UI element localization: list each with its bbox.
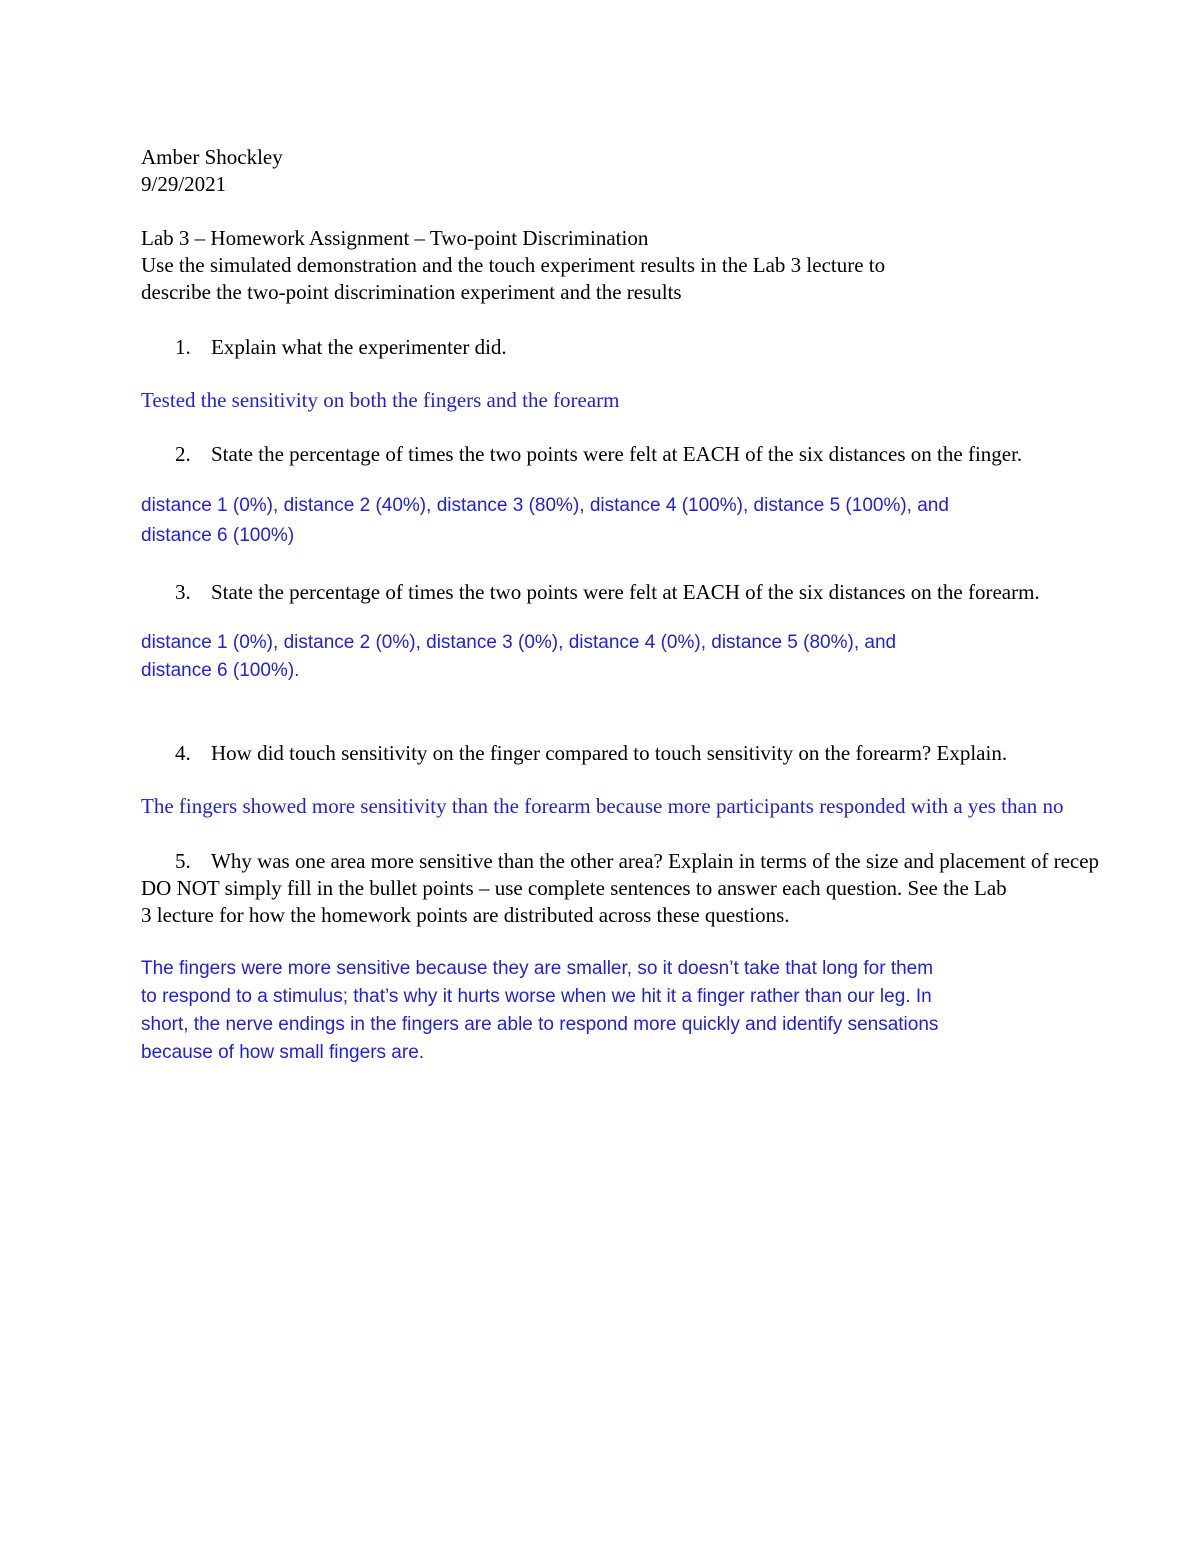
question-5 [175,851,1099,872]
question-text: Why was one area more sensitive than the other area? Explain in terms of the size and placement of recep [211,849,1100,873]
question-text: State the percentage of times the two points were felt at EACH of the six distances on the forearm. [211,580,1040,604]
answer-3-line-2: distance 6 (100%). [141,660,300,681]
question-2 [175,444,1022,465]
instructions-line-2: describe the two-point discrimination experiment and the results [141,280,682,304]
question-number: 3. [175,580,191,604]
question-text: State the percentage of times the two points were felt at EACH of the six distances on the finger. [211,442,1023,466]
question-text: How did touch sensitivity on the finger compared to touch sensitivity on the forearm? Explain. [211,741,1008,765]
closing-note-line-2: 3 lecture for how the homework points are distributed across these questions. [141,903,790,927]
instructions-line-1: Use the simulated demonstration and the touch experiment results in the Lab 3 lecture to [141,253,886,277]
student-name: Amber Shockley [141,145,283,169]
answer-5-line-4: because of how small fingers are. [141,1042,425,1063]
closing-note-line-1: DO NOT simply fill in the bullet points – use complete sentences to answer each question. See the Lab [141,876,1007,900]
question-number: 2. [175,442,191,466]
submission-date: 9/29/2021 [141,172,227,196]
question-text: Explain what the experimenter did. [211,335,507,359]
answer-5-line-3: short, the nerve endings in the fingers are able to respond more quickly and identify sensations [141,1014,939,1035]
answer-3-line-1: distance 1 (0%), distance 2 (0%), distance 3 (0%), distance 4 (0%), distance 5 (80%), and [141,632,897,653]
question-1 [175,337,507,358]
answer-5-line-2: to respond to a stimulus; that’s why it hurts worse when we hit it a finger rather than our leg. In [141,986,932,1007]
answer-5-line-1: The fingers were more sensitive because they are smaller, so it doesn’t take that long for them [141,958,934,979]
question-number: 1. [175,335,191,359]
question-4 [175,743,1007,764]
question-3 [175,582,1040,603]
answer-2-line-2: distance 6 (100%) [141,525,295,546]
question-number: 5. [175,849,191,873]
question-number: 4. [175,741,191,765]
answer-4: The fingers showed more sensitivity than the forearm because more participants responded with a yes than no [141,794,1064,818]
answer-2-line-1: distance 1 (0%), distance 2 (40%), distance 3 (80%), distance 4 (100%), distance 5 (100%), and [141,495,949,516]
answer-1: Tested the sensitivity on both the fingers and the forearm [141,388,620,412]
assignment-title: Lab 3 – Homework Assignment – Two-point Discrimination [141,226,649,250]
